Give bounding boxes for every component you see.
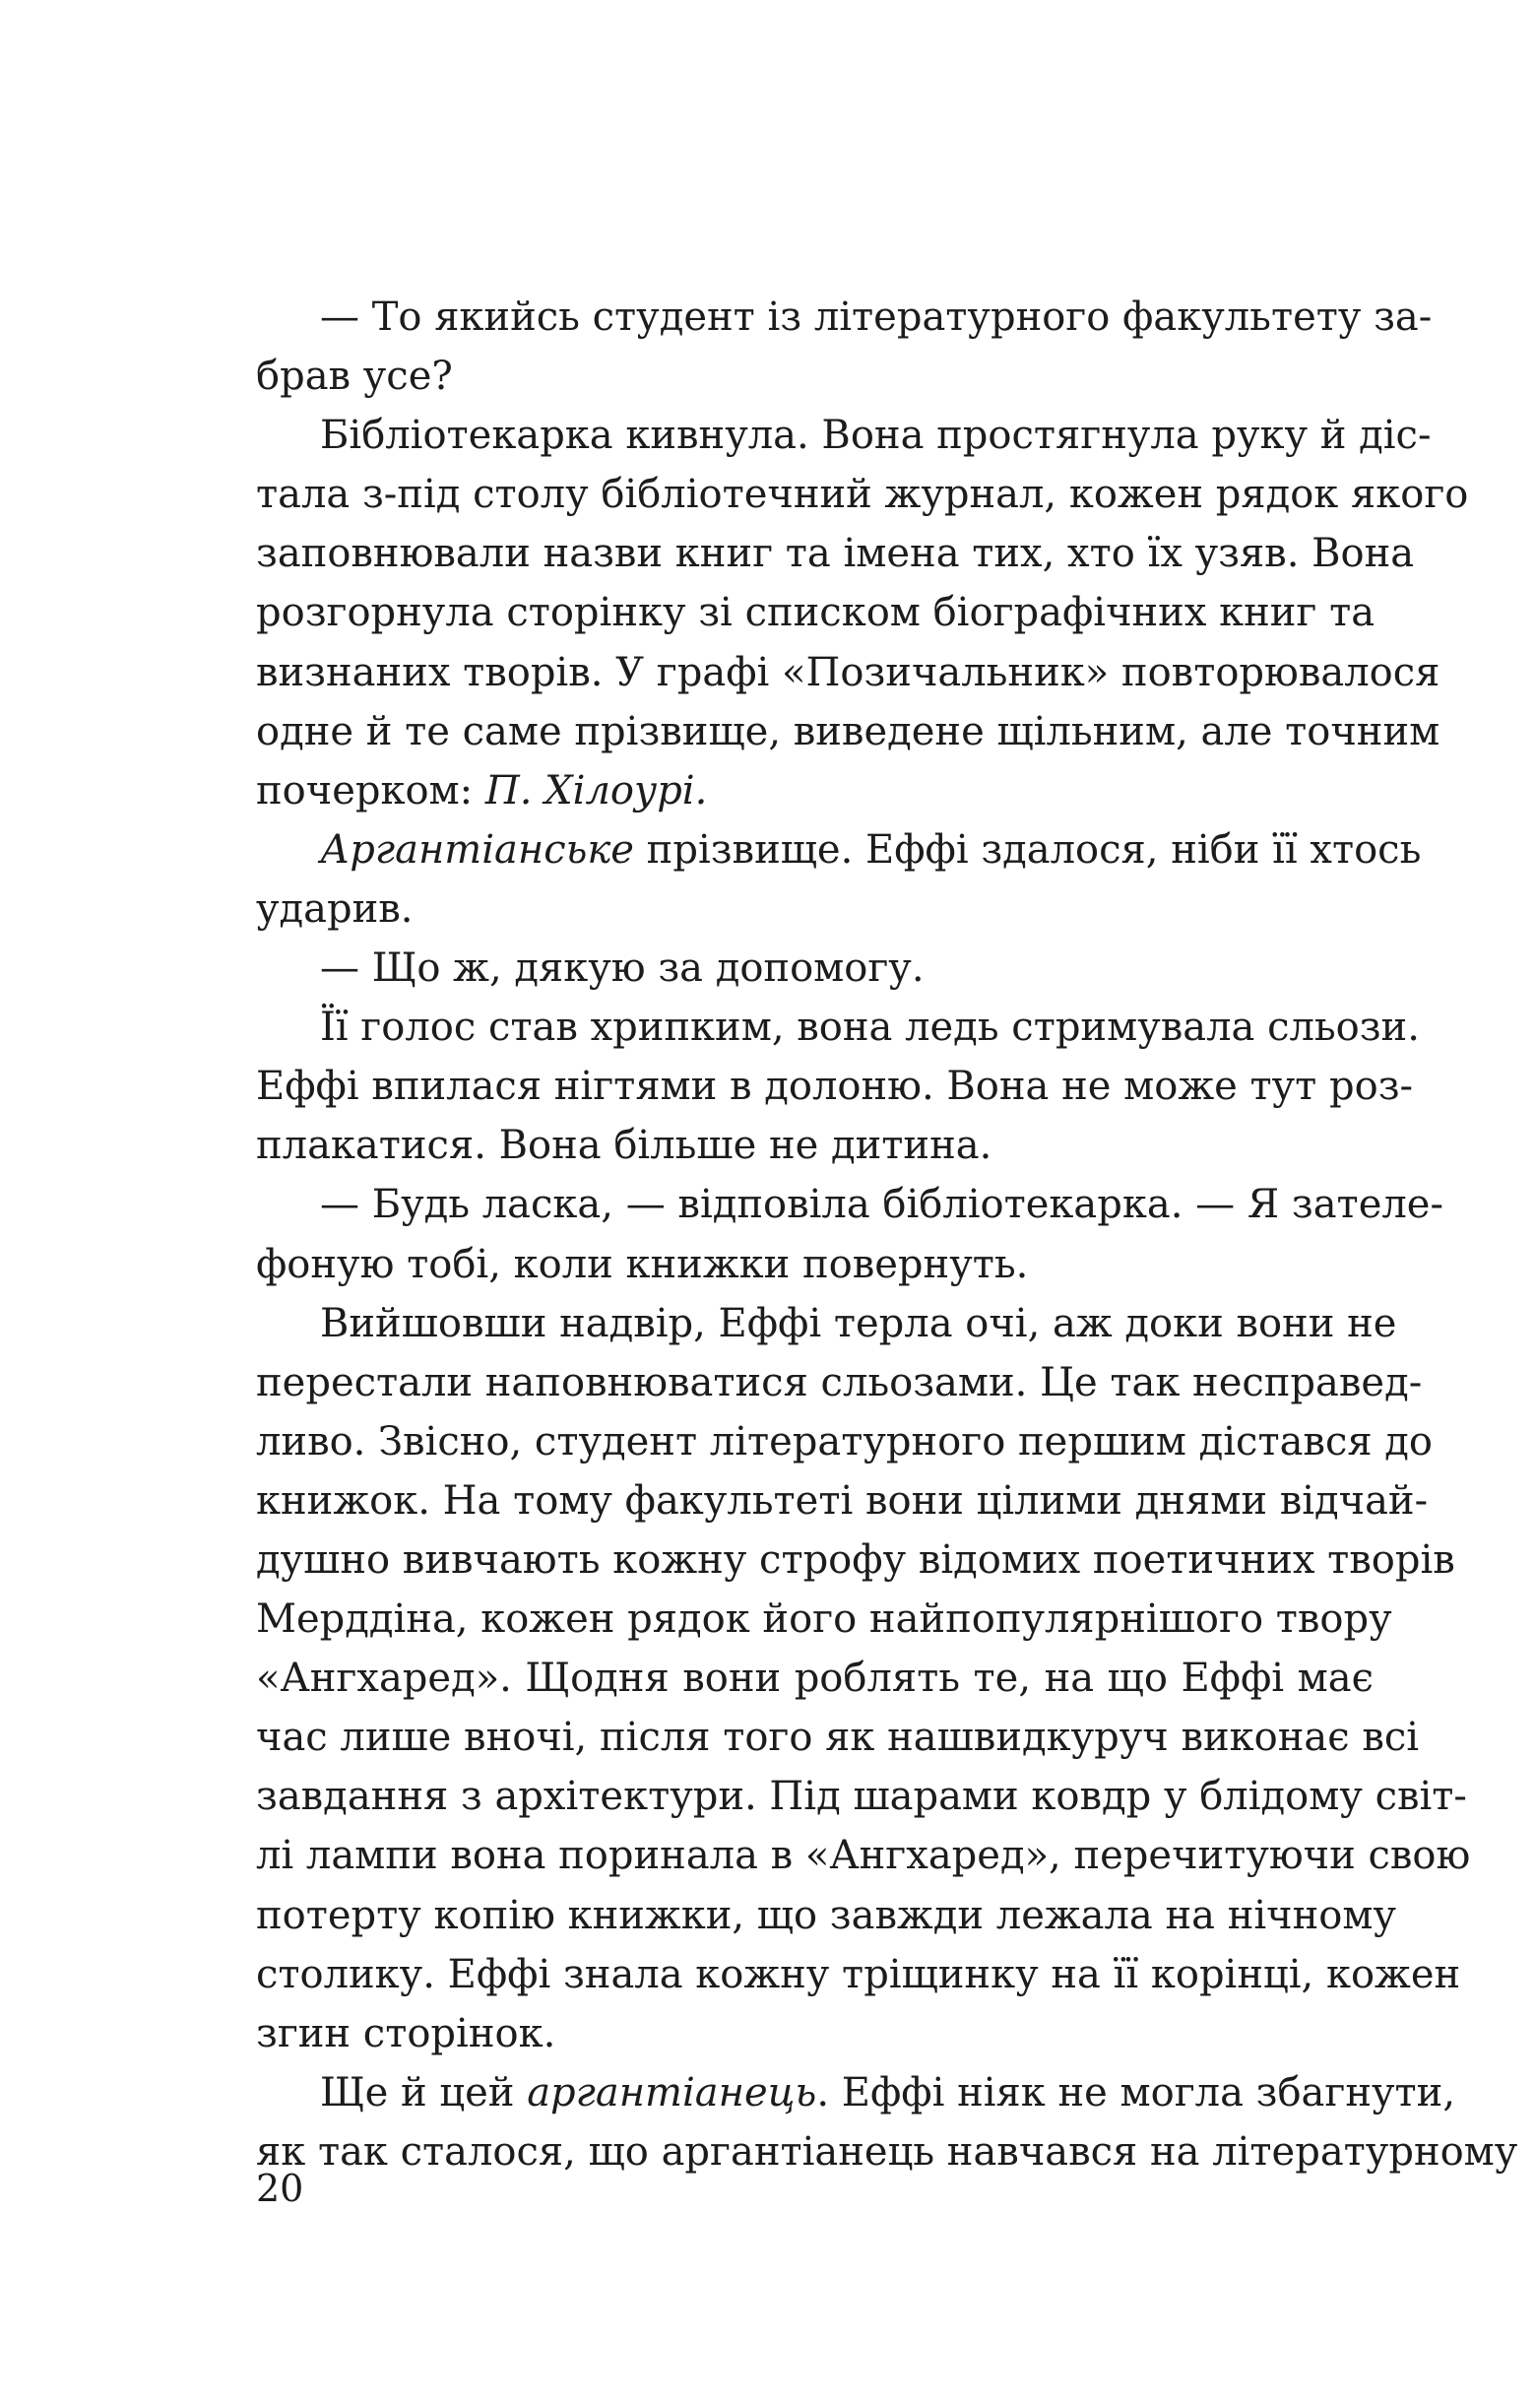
text-segment: ударив. [256, 885, 414, 932]
text-line [256, 1649, 1374, 1708]
text-line [256, 1945, 1461, 2004]
text-segment: Вийшовши надвір, Еффі терла очі, аж доки вони не [320, 1300, 1397, 1346]
text-line [256, 583, 1374, 642]
text-segment: душно вивчають кожну строфу відомих поетичних творів [256, 1536, 1455, 1583]
text-segment: фоную тобі, коли книжки повернуть. [256, 1241, 1029, 1287]
text-segment: — Що ж, дякую за допомогу. [320, 945, 925, 992]
text-line [256, 820, 1422, 879]
text-line [256, 1412, 1433, 1471]
text-segment: згин сторінок. [256, 2010, 556, 2056]
paragraph [256, 406, 1469, 820]
text-segment: столику. Еффі знала кожну тріщинку на її корінці, кожен [256, 1951, 1461, 1997]
text-line [256, 939, 1374, 998]
text-line [256, 347, 1374, 406]
text-line [256, 1116, 1374, 1175]
text-line [256, 2122, 1518, 2181]
body-text [256, 288, 1518, 2181]
text-line [256, 1294, 1397, 1353]
text-segment: книжок. На тому факультеті вони цілими днями відчай- [256, 1477, 1429, 1524]
text-line [256, 1057, 1414, 1116]
text-line [256, 879, 1374, 939]
text-segment: «Ангхаред». Щодня вони роблять те, на що Еффі має [256, 1656, 1374, 1702]
page-number: 20 [256, 2167, 304, 2210]
italic-text: аргантіанець [527, 2069, 817, 2115]
text-segment: Мерддіна, кожен рядок його найпопулярнішого твору [256, 1596, 1392, 1643]
text-line [256, 998, 1420, 1057]
text-line [256, 1886, 1396, 1945]
text-segment: Її голос став хрипким, вона ледь стримувала сльози. [320, 1005, 1420, 1051]
text-line [256, 1708, 1420, 1767]
text-segment: Бібліотекарка кивнула. Вона простягнула руку й дiс- [320, 413, 1432, 459]
paragraph [256, 998, 1420, 1175]
text-segment: лі лампи вона поринала в «Ангхаред», перечитуючи свою [256, 1833, 1471, 1879]
text-segment: як так сталося, що аргантіанець навчався на літературному [256, 2128, 1518, 2175]
paragraph [256, 2063, 1518, 2181]
paragraph [256, 1294, 1471, 2063]
text-segment: одне й те саме прізвище, виведене щільним, але точним [256, 708, 1440, 754]
text-segment: визнаних творів. У графі «Позичальник» повторювалося [256, 649, 1440, 695]
text-line [256, 1353, 1423, 1412]
text-segment: почерком: [256, 767, 485, 814]
text-line [256, 1471, 1429, 1530]
text-line [256, 2063, 1456, 2122]
text-segment: Еффі впилася нігтями в долоню. Вона не може тут роз- [256, 1064, 1414, 1110]
text-segment: час лише вночі, після того як нашвидкуруч виконає всі [256, 1715, 1420, 1761]
text-line [256, 702, 1440, 761]
text-segment: плакатися. Вона більше не дитина. [256, 1123, 992, 1169]
text-segment: перестали наповнюватися сльозами. Це так несправед- [256, 1359, 1423, 1405]
paragraph [256, 288, 1433, 406]
text-segment: розгорнула сторінку зі списком біографічних книг та [256, 590, 1375, 636]
text-segment: брав усе? [256, 354, 453, 400]
text-line [256, 288, 1433, 347]
text-line [256, 1826, 1471, 1885]
text-line [256, 1530, 1455, 1590]
paragraph [256, 939, 1374, 998]
text-segment: — То якийсь студент із літературного факультету за- [320, 294, 1433, 340]
text-segment: завдання з архітектури. Під шарами ковдр у блідому світ- [256, 1774, 1467, 1820]
text-line [256, 406, 1432, 465]
text-line [256, 643, 1440, 702]
text-line [256, 1235, 1374, 1294]
text-line [256, 465, 1469, 524]
text-segment: прізвище. Еффі здалося, ніби її хтось [633, 826, 1422, 873]
text-line [256, 1590, 1392, 1649]
text-line [256, 524, 1415, 583]
italic-text: Аргантіанське [320, 826, 634, 873]
text-segment: заповнювали назви книг та імена тих, хто їх узяв. Вона [256, 531, 1415, 577]
text-segment: — Будь ласка, — відповіла бібліотекарка. — Я зателе- [320, 1182, 1443, 1228]
text-segment: ливо. Звісно, студент літературного першим дістався до [256, 1418, 1433, 1464]
text-line [256, 2004, 1374, 2063]
text-segment: потерту копію книжки, що завжди лежала на нічному [256, 1892, 1396, 1938]
italic-text: П. Хілоурі. [484, 767, 708, 814]
text-line [256, 761, 1374, 820]
text-segment: тала з-під столу бібліотечний журнал, кожен рядок якого [256, 472, 1469, 518]
paragraph [256, 1175, 1443, 1293]
text-segment: . Еффі ніяк не могла збагнути, [816, 2069, 1456, 2115]
paragraph [256, 820, 1422, 939]
text-segment: Ще й цей [320, 2069, 528, 2115]
text-line [256, 1767, 1467, 1826]
text-line [256, 1175, 1443, 1234]
